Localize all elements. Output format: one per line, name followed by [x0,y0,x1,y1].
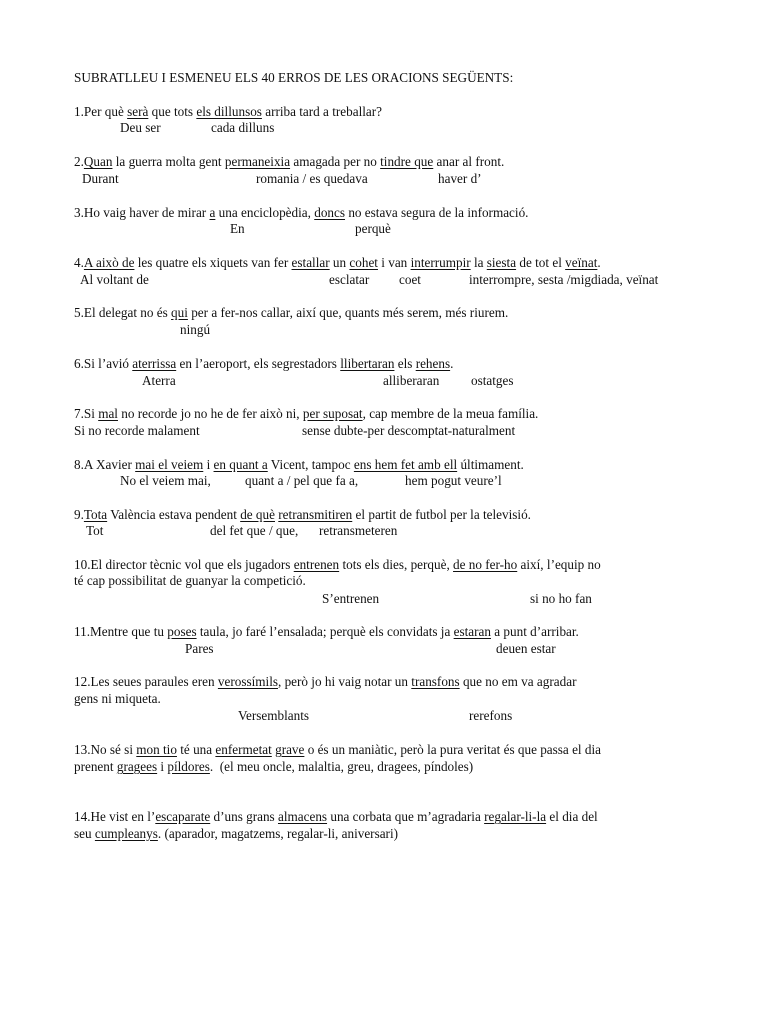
sentence-text: d’uns grans [210,809,278,824]
sentence-text: Vicent, tampoc [267,457,354,472]
marked-error: estallar [291,255,330,270]
sentence-text: . (aparador, magatzems, regalar-li, aniversari) [157,826,399,841]
sentence-text: 7.Si [74,406,99,421]
correction-12a: Versemblants [238,708,310,723]
sentence-10 [74,556,601,573]
sentence-text: el dia del [546,809,598,824]
marked-error: mai el veiem [135,457,204,472]
marked-error: per suposat [302,406,363,421]
marked-error: gragees [116,759,158,774]
correction-6c: ostatges [471,373,514,388]
sentence-text: que tots [148,104,197,119]
sentence-text: el partit de futbol per la televisió. [352,507,531,522]
sentence-text: prenent [74,759,117,774]
sentence-text: 2. [74,154,84,169]
sentence-text: 9. [74,507,84,522]
sentence-text: una enciclopèdia, [215,205,315,220]
sentence-text: i van [377,255,411,270]
correction-12b: rerefons [469,708,513,723]
sentence-4 [74,254,601,271]
marked-error: cumpleanys [94,826,158,841]
sentence-text: 3.Ho vaig haver de mirar [74,205,210,220]
marked-error: a [209,205,216,220]
marked-error: qui [171,305,188,320]
sentence-text: 10.El director tècnic vol que els jugadors [74,557,294,572]
correction-2a: Durant [82,171,119,186]
sentence-10-cont [74,572,306,589]
correction-10b: si no ho fan [530,591,592,606]
marked-error: estaran [453,624,491,639]
sentence-text: i [203,457,214,472]
sentence-text: 1.Per què [74,104,128,119]
sentence-text: una corbata que m’agradaria [327,809,485,824]
marked-error: grave [275,742,305,757]
sentence-text: 11.Mentre que tu [74,624,168,639]
marked-error: rehens [415,356,451,371]
sentence-text: 5.El delegat no és [74,305,172,320]
sentence-text: 6.Si l’avió [74,356,133,371]
marked-error: enfermetat [215,742,272,757]
sentence-text: de tot el [516,255,566,270]
sentence-7 [74,405,538,422]
sentence-text: seu [74,826,95,841]
sentence-text: la [470,255,487,270]
correction-3a: En [230,221,245,236]
correction-4b: esclatar [329,272,370,287]
sentence-text: anar al front. [433,154,505,169]
sentence-text: . [450,356,454,371]
correction-5a: ningú [180,322,211,337]
correction-9c: retransmeteren [319,523,398,538]
correction-6a: Aterra [142,373,176,388]
marked-error: siesta [486,255,517,270]
marked-error: almacens [277,809,328,824]
marked-error: permaneixia [224,154,291,169]
correction-8c: hem pogut veure’l [405,473,502,488]
marked-error: Tota [83,507,108,522]
sentence-text: així, l’equip no [517,557,601,572]
sentence-text: últimament. [457,457,524,472]
sentence-text: 14.He vist en l’ [74,809,156,824]
correction-11b: deuen estar [496,641,556,656]
marked-error: de què [240,507,275,522]
sentence-12-cont [74,690,161,707]
correction-11a: Pares [185,641,214,656]
sentence-text: 12.Les seues paraules eren [74,674,218,689]
sentence-13-cont [74,758,473,775]
sentence-text: 13.No sé si [74,742,137,757]
correction-1b: cada dilluns [211,120,275,135]
sentence-3 [74,204,528,221]
marked-error: de no fer-ho [453,557,518,572]
sentence-text: . (el meu oncle, malaltia, greu, dragees, píndoles) [209,759,474,774]
sentence-text: , cap membre de la meua família. [362,406,539,421]
correction-6b: alliberaran [383,373,440,388]
marked-error: transfons [411,674,460,689]
correction-10a: S’entrenen [322,591,380,606]
marked-error: entrenen [293,557,340,572]
sentence-text: un [329,255,350,270]
marked-error: A això de [83,255,135,270]
marked-error: tindre que [380,154,434,169]
marked-error: aterrissa [132,356,177,371]
sentence-13 [74,741,601,758]
sentence-text: arriba tard a treballar? [261,104,382,119]
sentence-text: per a fer-nos callar, així que, quants més serem, més riurem. [187,305,509,320]
sentence-text: que no em va agradar [459,674,577,689]
correction-4a: Al voltant de [80,272,149,287]
sentence-2 [74,153,504,170]
marked-error: en quant a [213,457,268,472]
marked-error: veïnat [565,255,598,270]
worksheet-title: SUBRATLLEU I ESMENEU ELS 40 ERROS DE LES ORACIONS SEGÜENTS: [74,70,514,85]
marked-error: llibertaran [340,356,395,371]
sentence-text: i [157,759,168,774]
correction-9a: Tot [86,523,104,538]
marked-error: interrumpir [410,255,471,270]
sentence-text: amagada per no [290,154,381,169]
sentence-text: en l’aeroport, els segrestadors [176,356,341,371]
marked-error: doncs [314,205,346,220]
correction-2b: romania / es quedava [256,171,368,186]
marked-error: retransmitiren [278,507,353,522]
sentence-text: 8.A Xavier [74,457,136,472]
marked-error: mal [98,406,118,421]
correction-7b: sense dubte-per descomptat-naturalment [302,423,516,438]
marked-error: Quan [83,154,113,169]
sentence-text: té una [176,742,216,757]
sentence-text: 4. [74,255,84,270]
sentence-text: no recorde jo no he de fer això ni, [117,406,303,421]
marked-error: poses [167,624,197,639]
sentence-5 [74,304,508,321]
sentence-8 [74,456,524,473]
sentence-text: les quatre els xiquets van fer [134,255,292,270]
correction-8b: quant a / pel que fa a, [245,473,359,488]
sentence-1 [74,103,382,120]
sentence-text: gens ni miqueta. [74,691,161,706]
marked-error: serà [127,104,149,119]
sentence-14-cont [74,825,398,842]
marked-error: píldores [167,759,210,774]
sentence-14 [74,808,598,825]
sentence-text: . [597,255,601,270]
correction-7a: Si no recorde malament [74,423,200,438]
sentence-6 [74,355,453,372]
sentence-text: tots els dies, perquè, [339,557,454,572]
correction-4d: interrompre, sesta /migdiada, veïnat [469,272,659,287]
correction-4c: coet [399,272,421,287]
sentence-text: València estava pendent [107,507,241,522]
sentence-text: els [394,356,416,371]
sentence-text: la guerra molta gent [112,154,225,169]
sentence-9 [74,506,531,523]
marked-error: mon tio [136,742,177,757]
correction-2c: haver d’ [438,171,482,186]
correction-8a: No el veiem mai, [120,473,211,488]
marked-error: els dillunsos [196,104,262,119]
marked-error: regalar-li-la [484,809,547,824]
sentence-11 [74,623,579,640]
correction-1a: Deu ser [120,120,161,135]
sentence-text: , però jo hi vaig notar un [277,674,412,689]
sentence-text: taula, jo faré l’ensalada; perquè els convidats ja [196,624,454,639]
marked-error: verossímils [217,674,278,689]
sentence-text: no estava segura de la informació. [345,205,529,220]
sentence-text: té cap possibilitat de guanyar la competició. [74,573,306,588]
correction-3b: perquè [355,221,391,236]
sentence-12 [74,673,576,690]
correction-9b: del fet que / que, [210,523,299,538]
sentence-text: o és un maniàtic, però la pura veritat és que passa el dia [304,742,601,757]
marked-error: cohet [349,255,378,270]
sentence-text: a punt d’arribar. [490,624,579,639]
marked-error: escaparate [155,809,211,824]
marked-error: ens hem fet amb ell [353,457,458,472]
